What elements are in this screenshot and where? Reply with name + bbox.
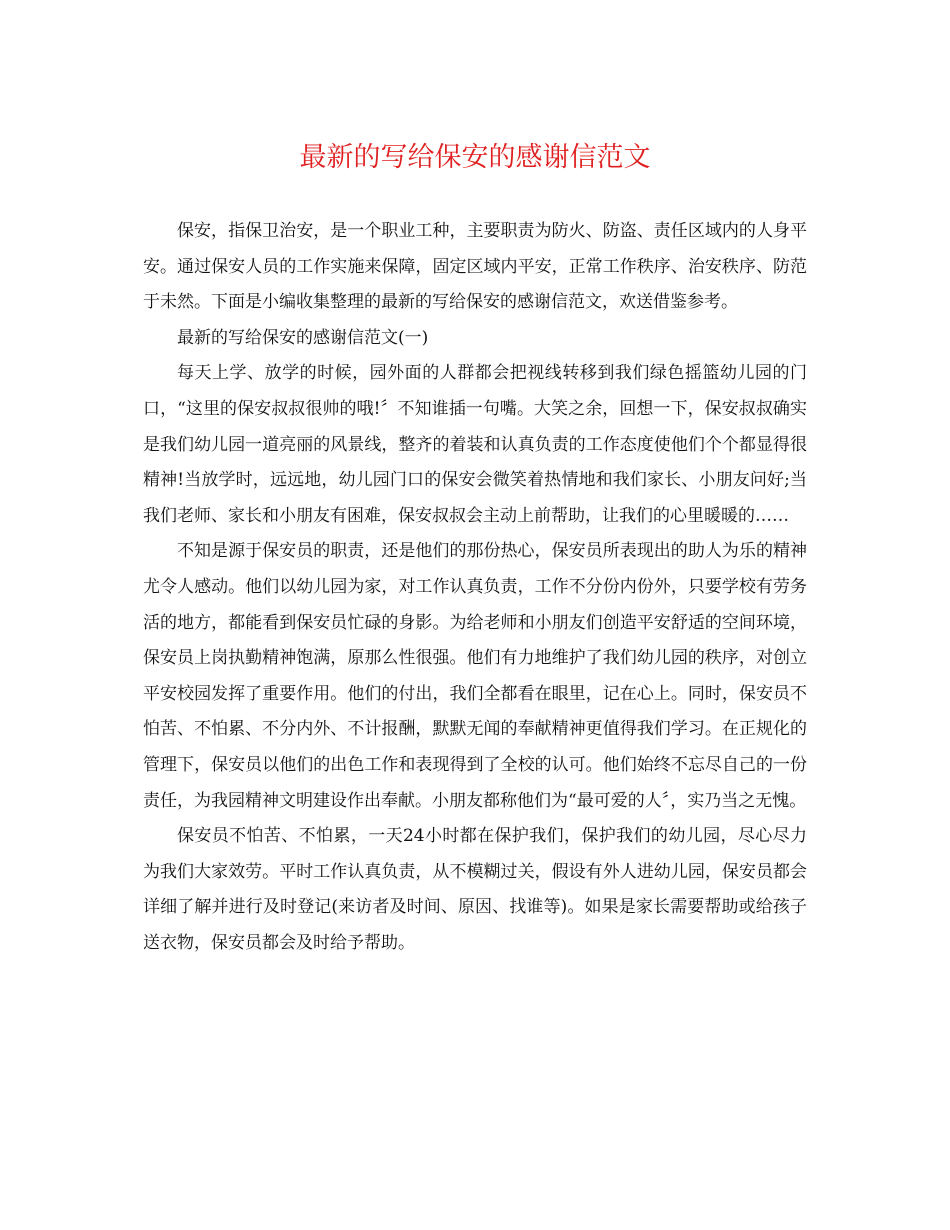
body-paragraph: 每天上学、放学的时候，园外面的人群都会把视线转移到我们绿色摇篮幼儿园的门口，“这里的保安叔叔很帅的哦!〞不知谁插一句嘴。大笑之余，回想一下，保安叔叔确实是我们幼儿园一道亮丽的风景线，整齐的着装和认真负责的工作态度使他们个个都显得很精神!当放学时，远远地，幼儿园门口的保安会微笑着热情地和我们家长、小朋友问好;当我们老师、家长和小朋友有困难，保安叔叔会主动上前帮助，让我们的心里暖暖的…… xyxy=(143,363,807,526)
document-body xyxy=(143,214,807,961)
body-paragraph: 保安员不怕苦、不怕累，一天24小时都在保护我们，保护我们的幼儿园，尽心尽力为我们大家效劳。平时工作认真负责，从不模糊过关，假设有外人进幼儿园，保安员都会详细了解并进行及时登记(来访者及时间、原因、找谁等)。如果是家长需要帮助或给孩子送衣物，保安员都会及时给予帮助。 xyxy=(143,826,807,953)
document-title: 最新的写给保安的感谢信范文 xyxy=(299,142,651,173)
body-paragraph: 不知是源于保安员的职责，还是他们的那份热心，保安员所表现出的助人为乐的精神尤令人感动。他们以幼儿园为家，对工作认真负责，工作不分份内份外，只要学校有劳务活的地方，都能看到保安员忙碌的身影。为给老师和小朋友们创造平安舒适的空间环境，保安员上岗执勤精神饱满，原那么性很强。他们有力地维护了我们幼儿园的秩序，对创立平安校园发挥了重要作用。他们的付出，我们全都看在眼里，记在心上。同时，保安员不怕苦、不怕累、不分内外、不计报酬，默默无闻的奉献精神更值得我们学习。在正规化的管理下，保安员以他们的出色工作和表现得到了全校的认可。他们始终不忘尽自己的一份责任，为我园精神文明建设作出奉献。小朋友都称他们为“最可爱的人〞，实乃当之无愧。 xyxy=(143,541,807,811)
section-heading: 最新的写给保安的感谢信范文(一) xyxy=(177,327,429,348)
intro-paragraph: 保安，指保卫治安，是一个职业工种，主要职责为防火、防盗、责任区域内的人身平安。通过保安人员的工作实施来保障，固定区域内平安，正常工作秩序、治安秩序、防范于未然。下面是小编收集整理的最新的写给保安的感谢信范文，欢送借鉴参考。 xyxy=(143,221,807,313)
